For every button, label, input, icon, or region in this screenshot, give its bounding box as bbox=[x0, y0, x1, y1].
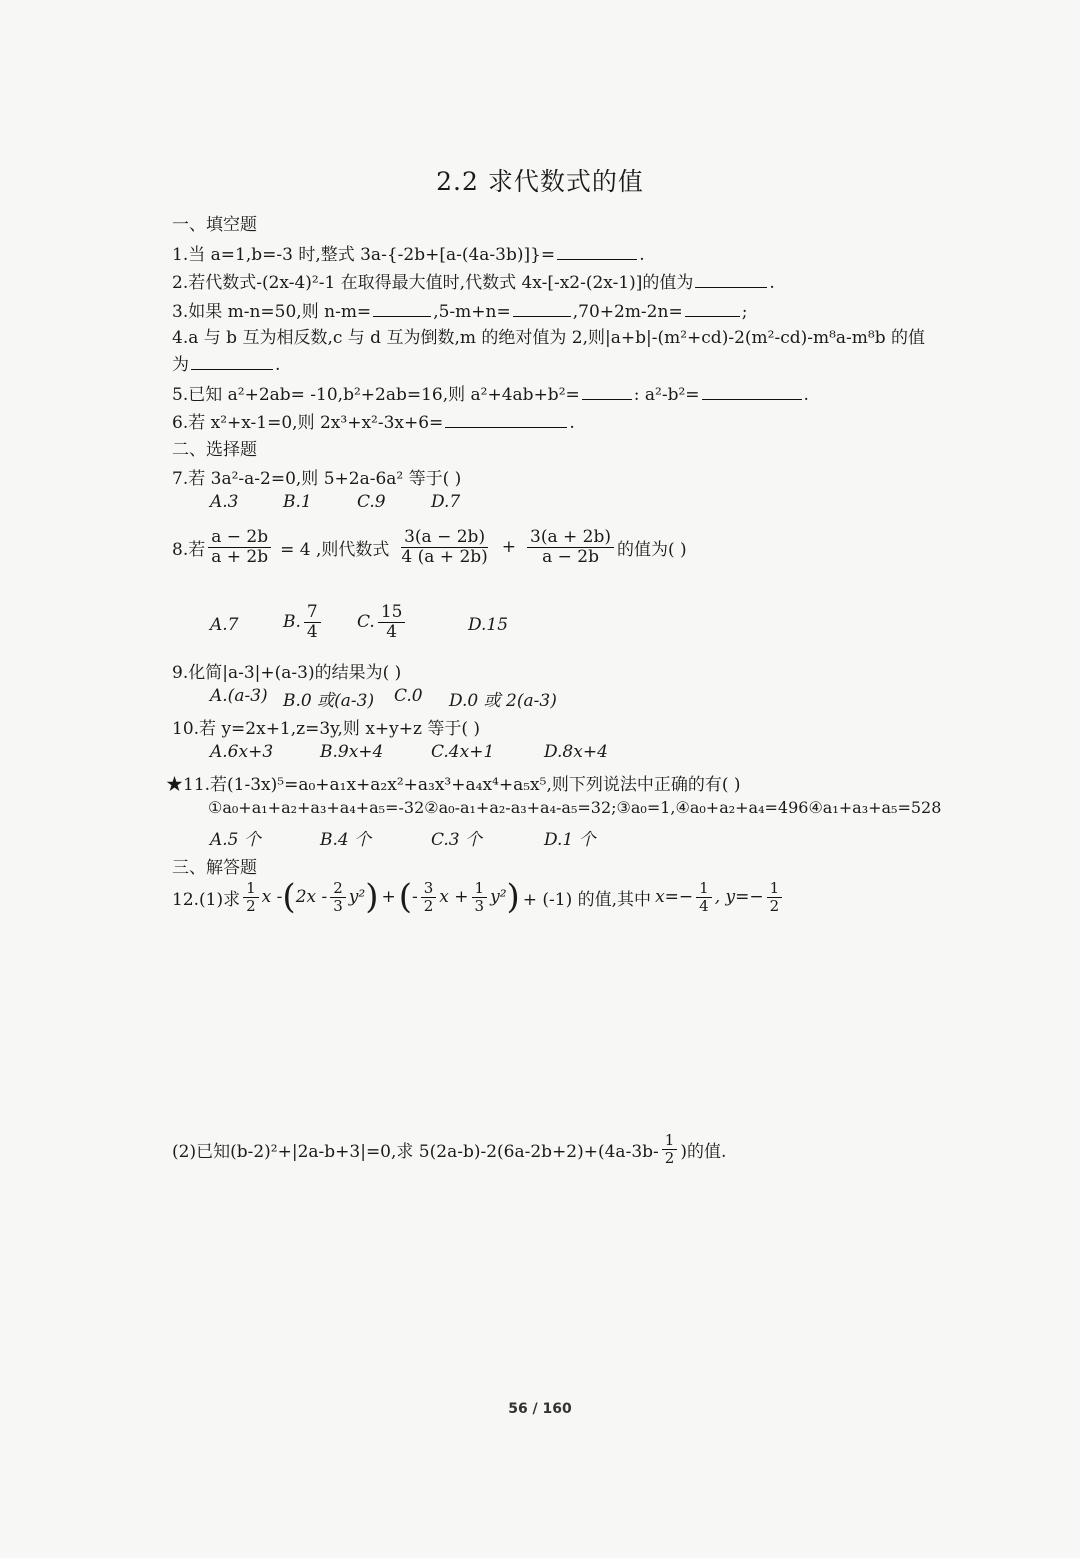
option-c: C. $\frac{15}{4}$ bbox=[357, 603, 408, 641]
question-12-prefix: 12.(1)求 bbox=[172, 889, 241, 910]
fraction: $\frac{3}{2}$ bbox=[421, 880, 437, 914]
question-3-text-a: 3.如果 m-n=50,则 n-m= bbox=[172, 302, 372, 322]
answer-blank bbox=[582, 385, 632, 400]
question-8-prefix: 8.若 bbox=[172, 539, 206, 560]
question-8-mid: = 4 ,则代数式 bbox=[280, 539, 390, 560]
option-a: A.6x+3 bbox=[210, 742, 274, 762]
option-b: B.0 或(a-3) bbox=[283, 691, 375, 711]
question-11: ★11.若(1-3x)⁵=a₀+a₁x+a₂x²+a₃x³+a₄x⁴+a₅x⁵,则下列说法中正确的有( ) bbox=[166, 775, 741, 795]
option-c: C.9 bbox=[357, 492, 386, 512]
question-1: 1.当 a=1,b=-3 时,整式 3a-{-2b+[a-(4a-3b)]}= . bbox=[172, 245, 645, 265]
question-11-statements: ①a₀+a₁+a₂+a₃+a₄+a₅=-32②a₀-a₁+a₂-a₃+a₄-a₅=32;③a₀=1,④a₀+a₂+a₄=496④a₁+a₃+a₅=528 bbox=[208, 798, 942, 817]
question-4-line1: 4.a 与 b 互为相反数,c 与 d 互为倒数,m 的绝对值为 2,则|a+b|-(m²+cd)-2(m²-cd)-m⁸a-m⁸b 的值 bbox=[172, 328, 926, 348]
option-b: B.4 个 bbox=[320, 830, 372, 850]
answer-blank bbox=[513, 302, 571, 317]
option-d: D.8x+4 bbox=[544, 742, 608, 762]
question-1-text: 1.当 a=1,b=-3 时,整式 3a-{-2b+[a-(4a-3b)]}= bbox=[172, 245, 556, 265]
fraction: $\frac{7}{4}$ bbox=[304, 603, 321, 641]
fraction: $\frac{1}{2}$ bbox=[767, 880, 783, 914]
option-b: B.9x+4 bbox=[320, 742, 384, 762]
question-8-suffix: 的值为( ) bbox=[617, 539, 687, 560]
fraction: $\frac{a - 2b}{a + 2b}$ bbox=[208, 528, 271, 566]
question-4-line2: 为 . bbox=[172, 355, 281, 375]
option-a: A.5 个 bbox=[210, 830, 261, 850]
option-c: C.3 个 bbox=[431, 830, 483, 850]
question-3-text-c: ,70+2m-2n= bbox=[572, 302, 683, 322]
question-3-text-b: ,5-m+n= bbox=[433, 302, 511, 322]
question-8 bbox=[172, 528, 687, 566]
question-5-text-a: 5.已知 a²+2ab= -10,b²+2ab=16,则 a²+4ab+b²= bbox=[172, 385, 580, 405]
question-12-part-2: (2)已知(b-2)²+|2a-b+3|=0,求 5(2a-b)-2(6a-2b+2)+(4a-3b- $\frac{1}{2}$ )的值. bbox=[172, 1131, 727, 1167]
option-c: C.0 bbox=[394, 686, 423, 706]
question-3 bbox=[172, 297, 747, 322]
question-10: 10.若 y=2x+1,z=3y,则 x+y+z 等于( ) bbox=[172, 719, 481, 739]
fraction: $\frac{1}{2}$ bbox=[243, 880, 259, 914]
option-a: A.3 bbox=[210, 492, 239, 512]
answer-blank bbox=[685, 302, 740, 317]
question-5: 5.已知 a²+2ab= -10,b²+2ab=16,则 a²+4ab+b²= : a²-b²= . bbox=[172, 385, 809, 405]
question-6: 6.若 x²+x-1=0,则 2x³+x²-3x+6= . bbox=[172, 413, 575, 433]
question-6-text: 6.若 x²+x-1=0,则 2x³+x²-3x+6= bbox=[172, 413, 444, 433]
section-choice-heading: 二、选择题 bbox=[172, 440, 257, 460]
fraction: $\frac{3(a - 2b)}{4 (a + 2b)}$ bbox=[401, 527, 488, 567]
answer-blank bbox=[557, 245, 637, 260]
question-2: 2.若代数式-(2x-4)²-1 在取得最大值时,代数式 4x-[-x2-(2x-1)]的值为 . bbox=[172, 273, 775, 293]
answer-blank bbox=[695, 273, 767, 288]
page-title: 2.2 求代数式的值 bbox=[436, 167, 644, 196]
fraction: $\frac{1}{3}$ bbox=[472, 880, 488, 914]
fraction: $\frac{2}{3}$ bbox=[330, 880, 346, 914]
page-number: 56 / 160 bbox=[508, 1401, 572, 1417]
option-b: B. $\frac{7}{4}$ bbox=[283, 603, 324, 641]
question-5-text-b: : a²-b²= bbox=[633, 385, 700, 405]
fraction: $\frac{15}{4}$ bbox=[378, 603, 406, 641]
fraction: $\frac{3(a + 2b)}{a - 2b}$ bbox=[527, 528, 614, 566]
fraction: $\frac{1}{2}$ bbox=[662, 1132, 678, 1166]
option-d: D.0 或 2(a-3) bbox=[449, 691, 557, 711]
question-12-part-1: 12.(1)求 $\frac{1}{2}$ x - ( 2x - $\frac{2}{3}$ y² ) + ( - $\frac{3}{2}$ x + $\frac{1}{3}$ y² ) + (-1) 的值,其中 x=− $\frac{1}{4}$ , y=− $\frac{1}{2}$ bbox=[172, 880, 785, 914]
option-b: B.1 bbox=[283, 492, 312, 512]
answer-blank bbox=[191, 355, 273, 370]
question-9: 9.化简|a-3|+(a-3)的结果为( ) bbox=[172, 663, 402, 683]
answer-blank bbox=[702, 385, 802, 400]
question-2-text: 2.若代数式-(2x-4)²-1 在取得最大值时,代数式 4x-[-x2-(2x-1)]的值为 bbox=[172, 273, 694, 293]
question-4-text: 为 bbox=[172, 355, 189, 375]
option-d: D.15 bbox=[468, 615, 509, 635]
section-answer-heading: 三、解答题 bbox=[172, 858, 257, 878]
option-c: C.4x+1 bbox=[431, 742, 495, 762]
option-a: A.(a-3) bbox=[210, 686, 268, 706]
option-d: D.1 个 bbox=[544, 830, 596, 850]
question-3-text-d: ; bbox=[741, 302, 748, 322]
question-7: 7.若 3a²-a-2=0,则 5+2a-6a² 等于( ) bbox=[172, 469, 462, 489]
answer-blank bbox=[373, 302, 431, 317]
option-d: D.7 bbox=[431, 492, 461, 512]
section-fill-heading: 一、填空题 bbox=[172, 215, 257, 235]
plus-sign: + bbox=[501, 537, 517, 558]
option-a: A.7 bbox=[210, 615, 239, 635]
answer-blank bbox=[445, 413, 567, 428]
fraction: $\frac{1}{4}$ bbox=[696, 880, 712, 914]
question-12-part-2-text: (2)已知(b-2)²+|2a-b+3|=0,求 5(2a-b)-2(6a-2b+2)+(4a-3b- bbox=[172, 1141, 659, 1162]
